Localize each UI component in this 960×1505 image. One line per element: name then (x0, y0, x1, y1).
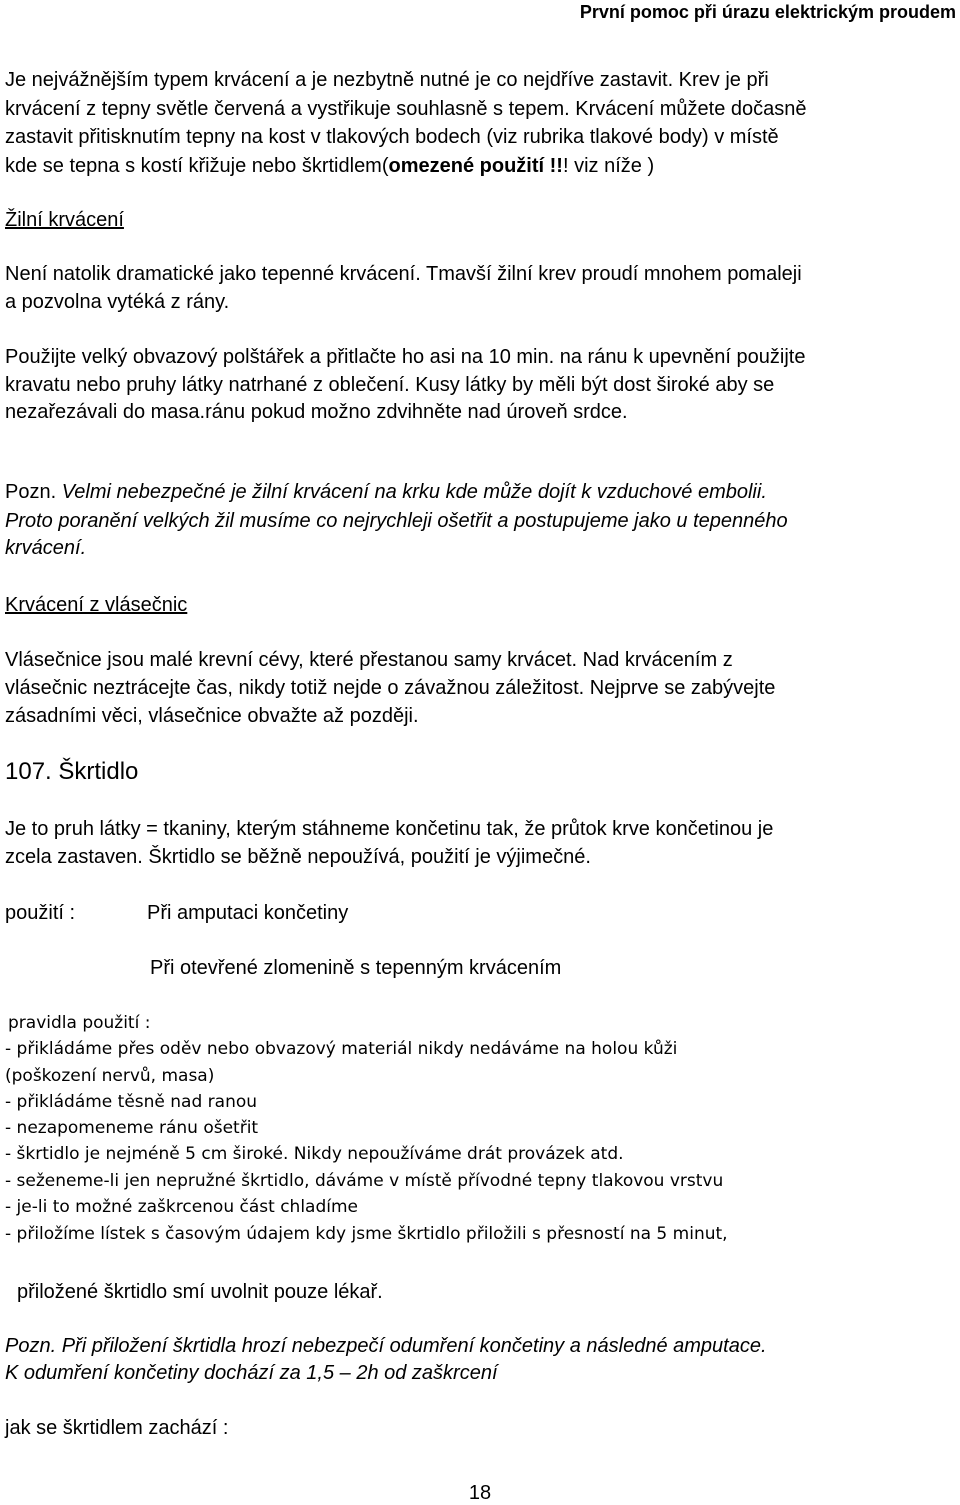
tourniquet-desc-line-2: zcela zastaven. Škrtidlo se běžně nepoužívá, použití je výjimečné. (5, 846, 591, 868)
rule-item: - přiložíme lístek s časovým údajem kdy jsme škrtidlo přiložili s přesností na 5 minut, (5, 1224, 728, 1244)
tourniquet-heading: 107. Škrtidlo (5, 758, 139, 785)
venous-p2-line-3: nezařezávali do masa.ránu pokud možno zdvihněte nad úroveň srdce. (5, 401, 628, 423)
venous-p1-line-1: Není natolik dramatické jako tepenné krvácení. Tmavší žilní krev proudí mnohem pomaleji (5, 263, 802, 285)
warning-line-2: K odumření končetiny dochází za 1,5 – 2h od zaškrcení (5, 1362, 498, 1384)
rule-item: - přikládáme těsně nad ranou (5, 1092, 258, 1112)
page-number: 18 (468, 1482, 492, 1504)
exclamation-emphasis: !! (544, 155, 563, 177)
doctor-note: přiložené škrtidlo smí uvolnit pouze lékař. (17, 1281, 383, 1303)
capillary-line-2: vlásečnic neztrácejte čas, nikdy totiž nejde o závažnou záležitost. Nejprve se zabývejte (5, 677, 776, 699)
capillary-line-3: zásadními věci, vlásečnice obvažte až později. (5, 705, 419, 727)
venous-note-label: Pozn. (5, 481, 62, 503)
running-header: První pomoc při úrazu elektrickým proudem (579, 2, 956, 22)
rule-item: - přikládáme přes oděv nebo obvazový materiál nikdy nedáváme na holou kůži (5, 1039, 678, 1059)
usage-label: použití : (5, 902, 76, 924)
rule-item: (poškození nervů, masa) (5, 1066, 215, 1086)
arterial-line-2: krvácení z tepny světle červená a vystřikuje souhlasně s tepem. Krvácení můžete dočasně (5, 98, 807, 120)
usage-item-fracture: Při otevřené zlomenině s tepenným krvácením (150, 957, 562, 979)
arterial-line-4 (5, 156, 654, 176)
limited-use-emphasis: omezené použití (388, 155, 545, 177)
how-to-label: jak se škrtidlem zachází : (5, 1417, 229, 1439)
arterial-line-3: zastavit přitisknutím tepny na kost v tlakových bodech (viz rubrika tlakové body) v místě (5, 126, 779, 148)
capillary-heading: Krvácení z vlásečnic (5, 594, 188, 616)
arterial-line-4-start: kde se tepna s kostí křižuje nebo škrtidlem( (5, 155, 389, 177)
usage-item-amputation: Při amputaci končetiny (147, 902, 349, 924)
tourniquet-desc-line-1: Je to pruh látky = tkaniny, kterým stáhneme končetinu tak, že průtok krve končetinou je (5, 818, 774, 840)
venous-p2-line-2: kravatu nebo pruhy látky natrhané z oblečení. Kusy látky by měli být dost široké aby se (5, 374, 775, 396)
venous-note-line-2: Proto poranění velkých žil musíme co nejrychleji ošetřit a postupujeme jako u tepenného (5, 510, 788, 532)
rules-label: pravidla použití : (8, 1013, 151, 1033)
venous-note-text: Velmi nebezpečné je žilní krvácení na krku kde může dojít k vzduchové embolii. (61, 481, 767, 503)
venous-heading: Žilní krvácení (5, 209, 124, 231)
rule-item: - seženeme-li jen nepružné škrtidlo, dáváme v místě přívodné tepny tlakovou vrstvu (5, 1171, 724, 1191)
rule-item: - nezapomeneme ránu ošetřit (5, 1118, 259, 1138)
rule-item: - je-li to možné zaškrcenou část chladíme (5, 1197, 358, 1217)
venous-note-line-3: krvácení. (5, 537, 87, 559)
rule-item: - škrtidlo je nejméně 5 cm široké. Nikdy nepoužíváme drát provázek atd. (5, 1144, 624, 1164)
venous-note-line-1 (5, 482, 767, 502)
warning-line-1: Pozn. Při přiložení škrtidla hrozí nebezpečí odumření končetiny a následné amputace. (5, 1335, 767, 1357)
arterial-line-1: Je nejvážnějším typem krvácení a je nezbytně nutné je co nejdříve zastavit. Krev je při (5, 69, 769, 91)
venous-p2-line-1: Použijte velký obvazový polštářek a přitlačte ho asi na 10 min. na ránu k upevnění použijte (5, 346, 806, 368)
capillary-line-1: Vlásečnice jsou malé krevní cévy, které přestanou samy krvácet. Nad krvácením z (5, 649, 733, 671)
venous-p1-line-2: a pozvolna vytéká z rány. (5, 291, 230, 313)
arterial-line-4-end: ! viz níže ) (562, 155, 655, 177)
